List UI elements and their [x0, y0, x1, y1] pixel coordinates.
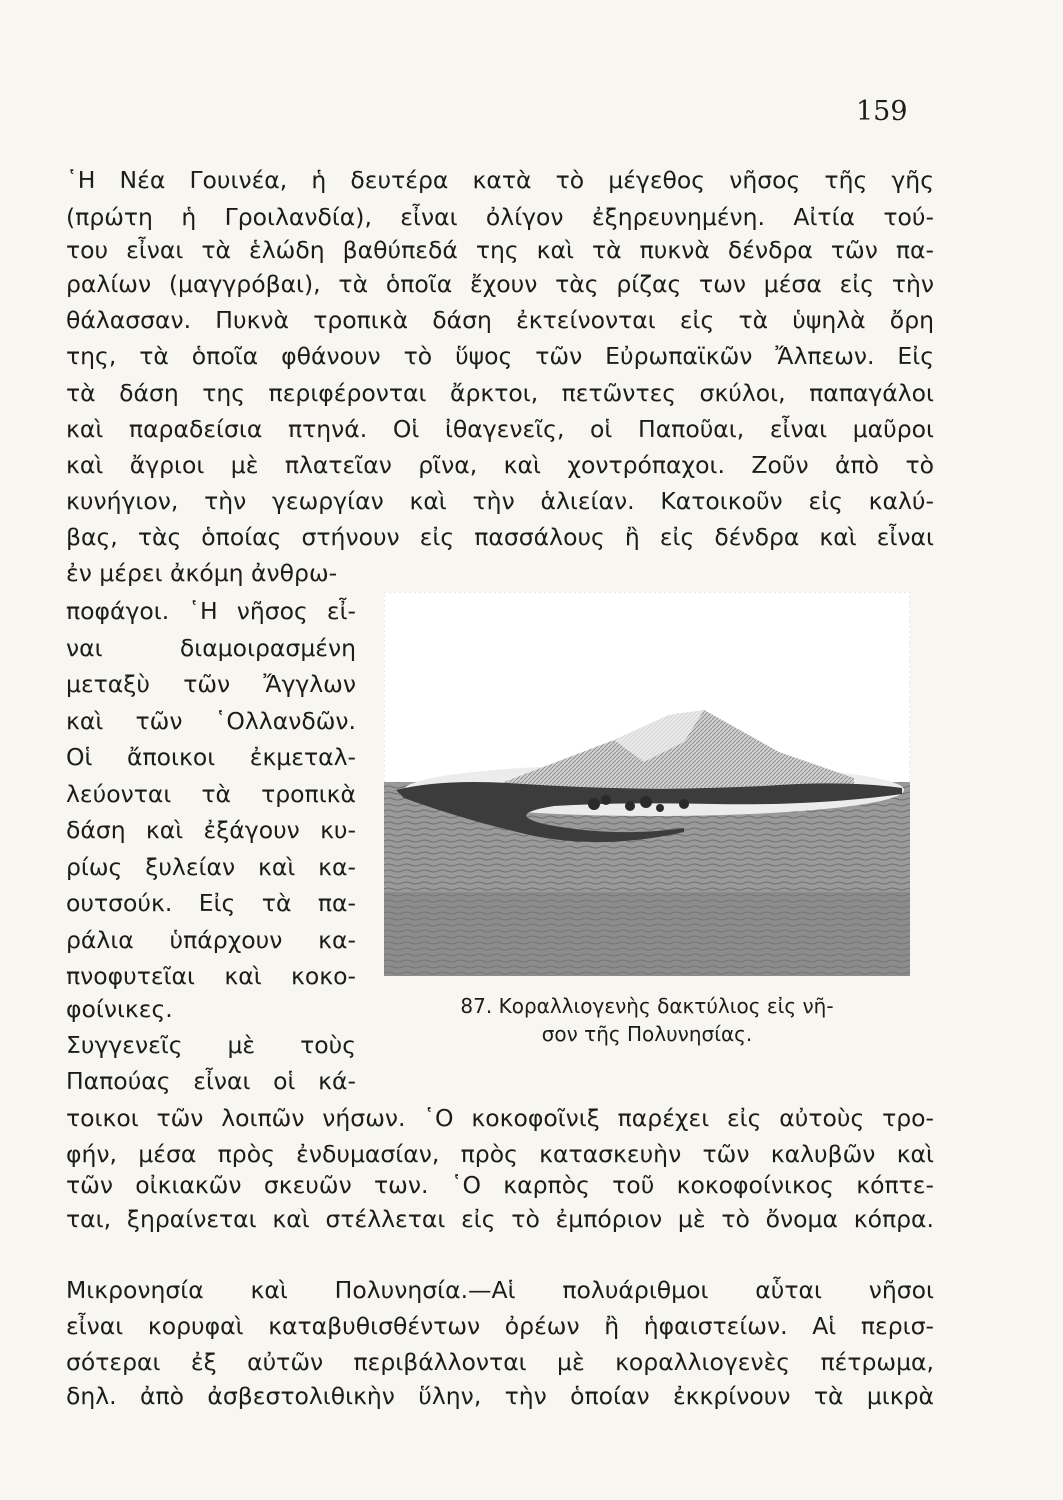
text-line: της, τὰ ὁποῖα φθάνουν τὸ ὕψος τῶν Εὐρωπαϊκῶν Ἄλπεων. Εἰς: [66, 342, 934, 370]
text-line: εἶναι κορυφαὶ καταβυθισθέντων ὀρέων ἢ ἡφαιστείων. Αἱ περισ-: [66, 1312, 934, 1340]
text-line: δάση καὶ ἐξάγουν κυ-: [66, 816, 356, 844]
text-line: ῾Η Νέα Γουινέα, ἡ δευτέρα κατὰ τὸ μέγεθος νῆσος τῆς γῆς: [66, 166, 934, 194]
text-line: σότεραι ἐξ αὐτῶν περιβάλλονται μὲ κοραλλιογενὲς πέτρωμα,: [66, 1348, 934, 1376]
coral-atoll-illustration: [384, 592, 910, 976]
text-line: καὶ παραδείσια πτηνά. Οἱ ἰθαγενεῖς, οἱ Παποῦαι, εἶναι μαῦροι: [66, 415, 934, 443]
text-line: κυνήγιον, τὴν γεωργίαν καὶ τὴν ἁλιείαν. Κατοικοῦν εἰς καλύ-: [66, 487, 934, 515]
text-line: Συγγενεῖς μὲ τοὺς: [66, 1031, 356, 1059]
text-line: ναι διαμοιρασμένη: [66, 634, 356, 662]
atoll-drawing: [384, 592, 910, 976]
text-line: καὶ τῶν ῾Ολλανδῶν.: [66, 707, 356, 735]
text-line: του εἶναι τὰ ἑλώδη βαθύπεδά της καὶ τὰ πυκνὰ δένδρα τῶν πα-: [66, 236, 934, 264]
text-line: τῶν οἰκιακῶν σκευῶν των. ῾Ο καρπὸς τοῦ κοκοφοίνικος κόπτε-: [66, 1171, 934, 1199]
text-line: μεταξὺ τῶν Ἄγγλων: [66, 670, 356, 698]
text-line: τὰ δάση της περιφέρονται ἄρκτοι, πετῶντες σκύλοι, παπαγάλοι: [66, 379, 934, 407]
text-line: ποφάγοι. ῾Η νῆσος εἶ-: [66, 597, 356, 625]
figure-caption-line-1: 87. Κοραλλιογενὴς δακτύλιος εἰς νῆ-: [460, 994, 834, 1018]
figure-caption-line-2: σον τῆς Πολυνησίας.: [541, 1022, 753, 1046]
text-line: (πρώτη ἡ Γροιλανδία), εἶναι ὀλίγον ἐξηρευνημένη. Αἰτία τού-: [66, 203, 934, 231]
text-line: ουτσούκ. Εἰς τὰ πα-: [66, 889, 356, 917]
text-line: Μικρονησία καὶ Πολυνησία.—Αἱ πολυάριθμοι αὗται νῆσοι: [66, 1276, 934, 1304]
text-line: βας, τὰς ὁποίας στήνουν εἰς πασσάλους ἢ εἰς δένδρα καὶ εἶναι: [66, 523, 934, 551]
text-line: δηλ. ἀπὸ ἀσβεστολιθικὴν ὕλην, τὴν ὁποίαν ἐκκρίνουν τὰ μικρὰ: [66, 1382, 934, 1410]
text-line: Παπούας εἶναι οἱ κά-: [66, 1067, 356, 1095]
text-line: φήν, μέσα πρὸς ἐνδυμασίαν, πρὸς κατασκευὴν τῶν καλυβῶν καὶ: [66, 1140, 934, 1168]
page-number: 159: [856, 96, 908, 127]
text-line: καὶ ἄγριοι μὲ πλατεῖαν ρῖνα, καὶ χοντρόπαχοι. Ζοῦν ἀπὸ τὸ: [66, 451, 934, 479]
text-line: ἐν μέρει ἀκόμη ἀνθρω-: [66, 559, 338, 587]
text-line: Οἱ ἄποικοι ἐκμεταλ-: [66, 743, 356, 771]
text-line: φοίνικες.: [66, 995, 173, 1023]
text-line: ρίως ξυλείαν καὶ κα-: [66, 853, 356, 881]
text-line: ται, ξηραίνεται καὶ στέλλεται εἰς τὸ ἐμπόριον μὲ τὸ ὄνομα κόπρα.: [66, 1205, 934, 1233]
text-line: ραλίων (μαγγρόβαι), τὰ ὁποῖα ἔχουν τὰς ρίζας των μέσα εἰς τὴν: [66, 270, 934, 298]
text-line: πνοφυτεῖαι καὶ κοκο-: [66, 962, 356, 990]
text-line: τοικοι τῶν λοιπῶν νήσων. ῾Ο κοκοφοῖνιξ παρέχει εἰς αὐτοὺς τρο-: [66, 1104, 934, 1132]
text-line: θάλασσαν. Πυκνὰ τροπικὰ δάση ἐκτείνονται εἰς τὰ ὑψηλὰ ὄρη: [66, 306, 934, 334]
text-line: λεύονται τὰ τροπικὰ: [66, 780, 356, 808]
text-line: ράλια ὑπάρχουν κα-: [66, 926, 356, 954]
